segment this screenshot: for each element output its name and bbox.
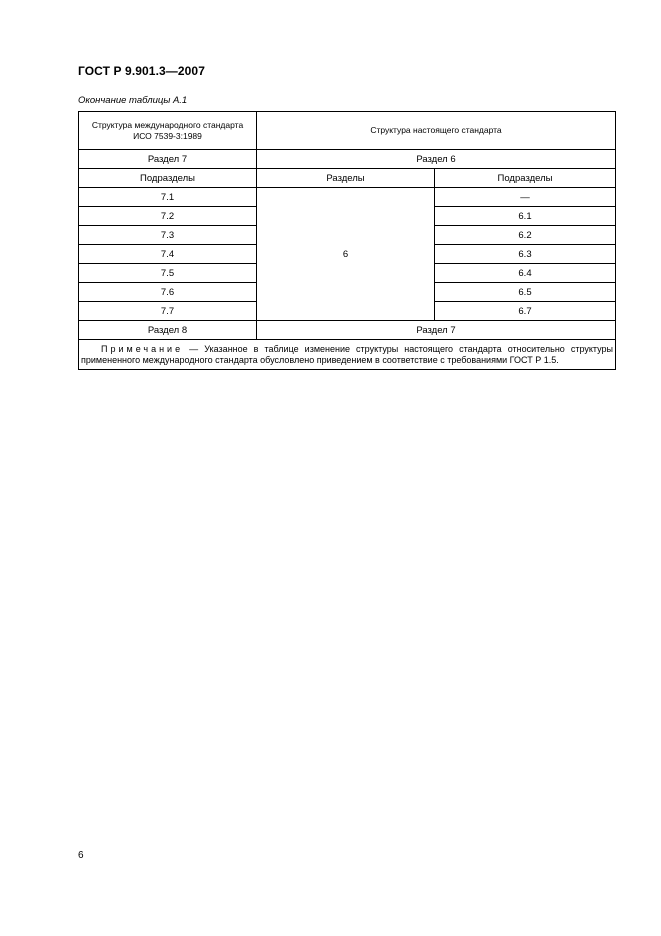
cell-merged-section: 6: [257, 188, 435, 321]
cell-this: —: [435, 188, 616, 207]
cell-this: 6.5: [435, 283, 616, 302]
cell-last-section-intl: Раздел 8: [79, 321, 257, 340]
note-text: — Указанное в таблице изменение структуры настоящего стандарта относительно структуры примененного международного стандарта обусловлено приведением в соответствие с требованиями ГОСТ Р 1.5.: [81, 344, 613, 365]
cell-this: 6.3: [435, 245, 616, 264]
document-header: ГОСТ Р 9.901.3—2007: [78, 64, 205, 78]
table-note-row: [79, 340, 616, 370]
table-row: [79, 150, 616, 169]
table-row: [79, 321, 616, 340]
cell-intl: 7.3: [79, 226, 257, 245]
cell-section-intl: Раздел 7: [79, 150, 257, 169]
cell-this: 6.4: [435, 264, 616, 283]
cell-intl: 7.2: [79, 207, 257, 226]
table-note: [79, 340, 616, 370]
table-row: [79, 169, 616, 188]
table-caption: Окончание таблицы А.1: [78, 95, 188, 106]
cell-this: 6.2: [435, 226, 616, 245]
cell-intl: 7.6: [79, 283, 257, 302]
header-intl-structure: Структура международного стандарта ИСО 7539-3:1989: [79, 112, 257, 150]
table-header-row: [79, 112, 616, 150]
cell-sections-this: Разделы: [257, 169, 435, 188]
cell-subsections-intl: Подразделы: [79, 169, 257, 188]
cell-intl: 7.4: [79, 245, 257, 264]
cell-section-this: Раздел 6: [257, 150, 616, 169]
cell-intl: 7.1: [79, 188, 257, 207]
cell-subsections-this: Подразделы: [435, 169, 616, 188]
cell-intl: 7.7: [79, 302, 257, 321]
note-label: Примечание: [101, 344, 184, 354]
cell-intl: 7.5: [79, 264, 257, 283]
page-number: 6: [78, 850, 84, 861]
cell-last-section-this: Раздел 7: [257, 321, 616, 340]
cell-this: 6.7: [435, 302, 616, 321]
structure-table: [78, 111, 616, 370]
cell-this: 6.1: [435, 207, 616, 226]
table-row: [79, 188, 616, 207]
header-this-structure: Структура настоящего стандарта: [257, 112, 616, 150]
